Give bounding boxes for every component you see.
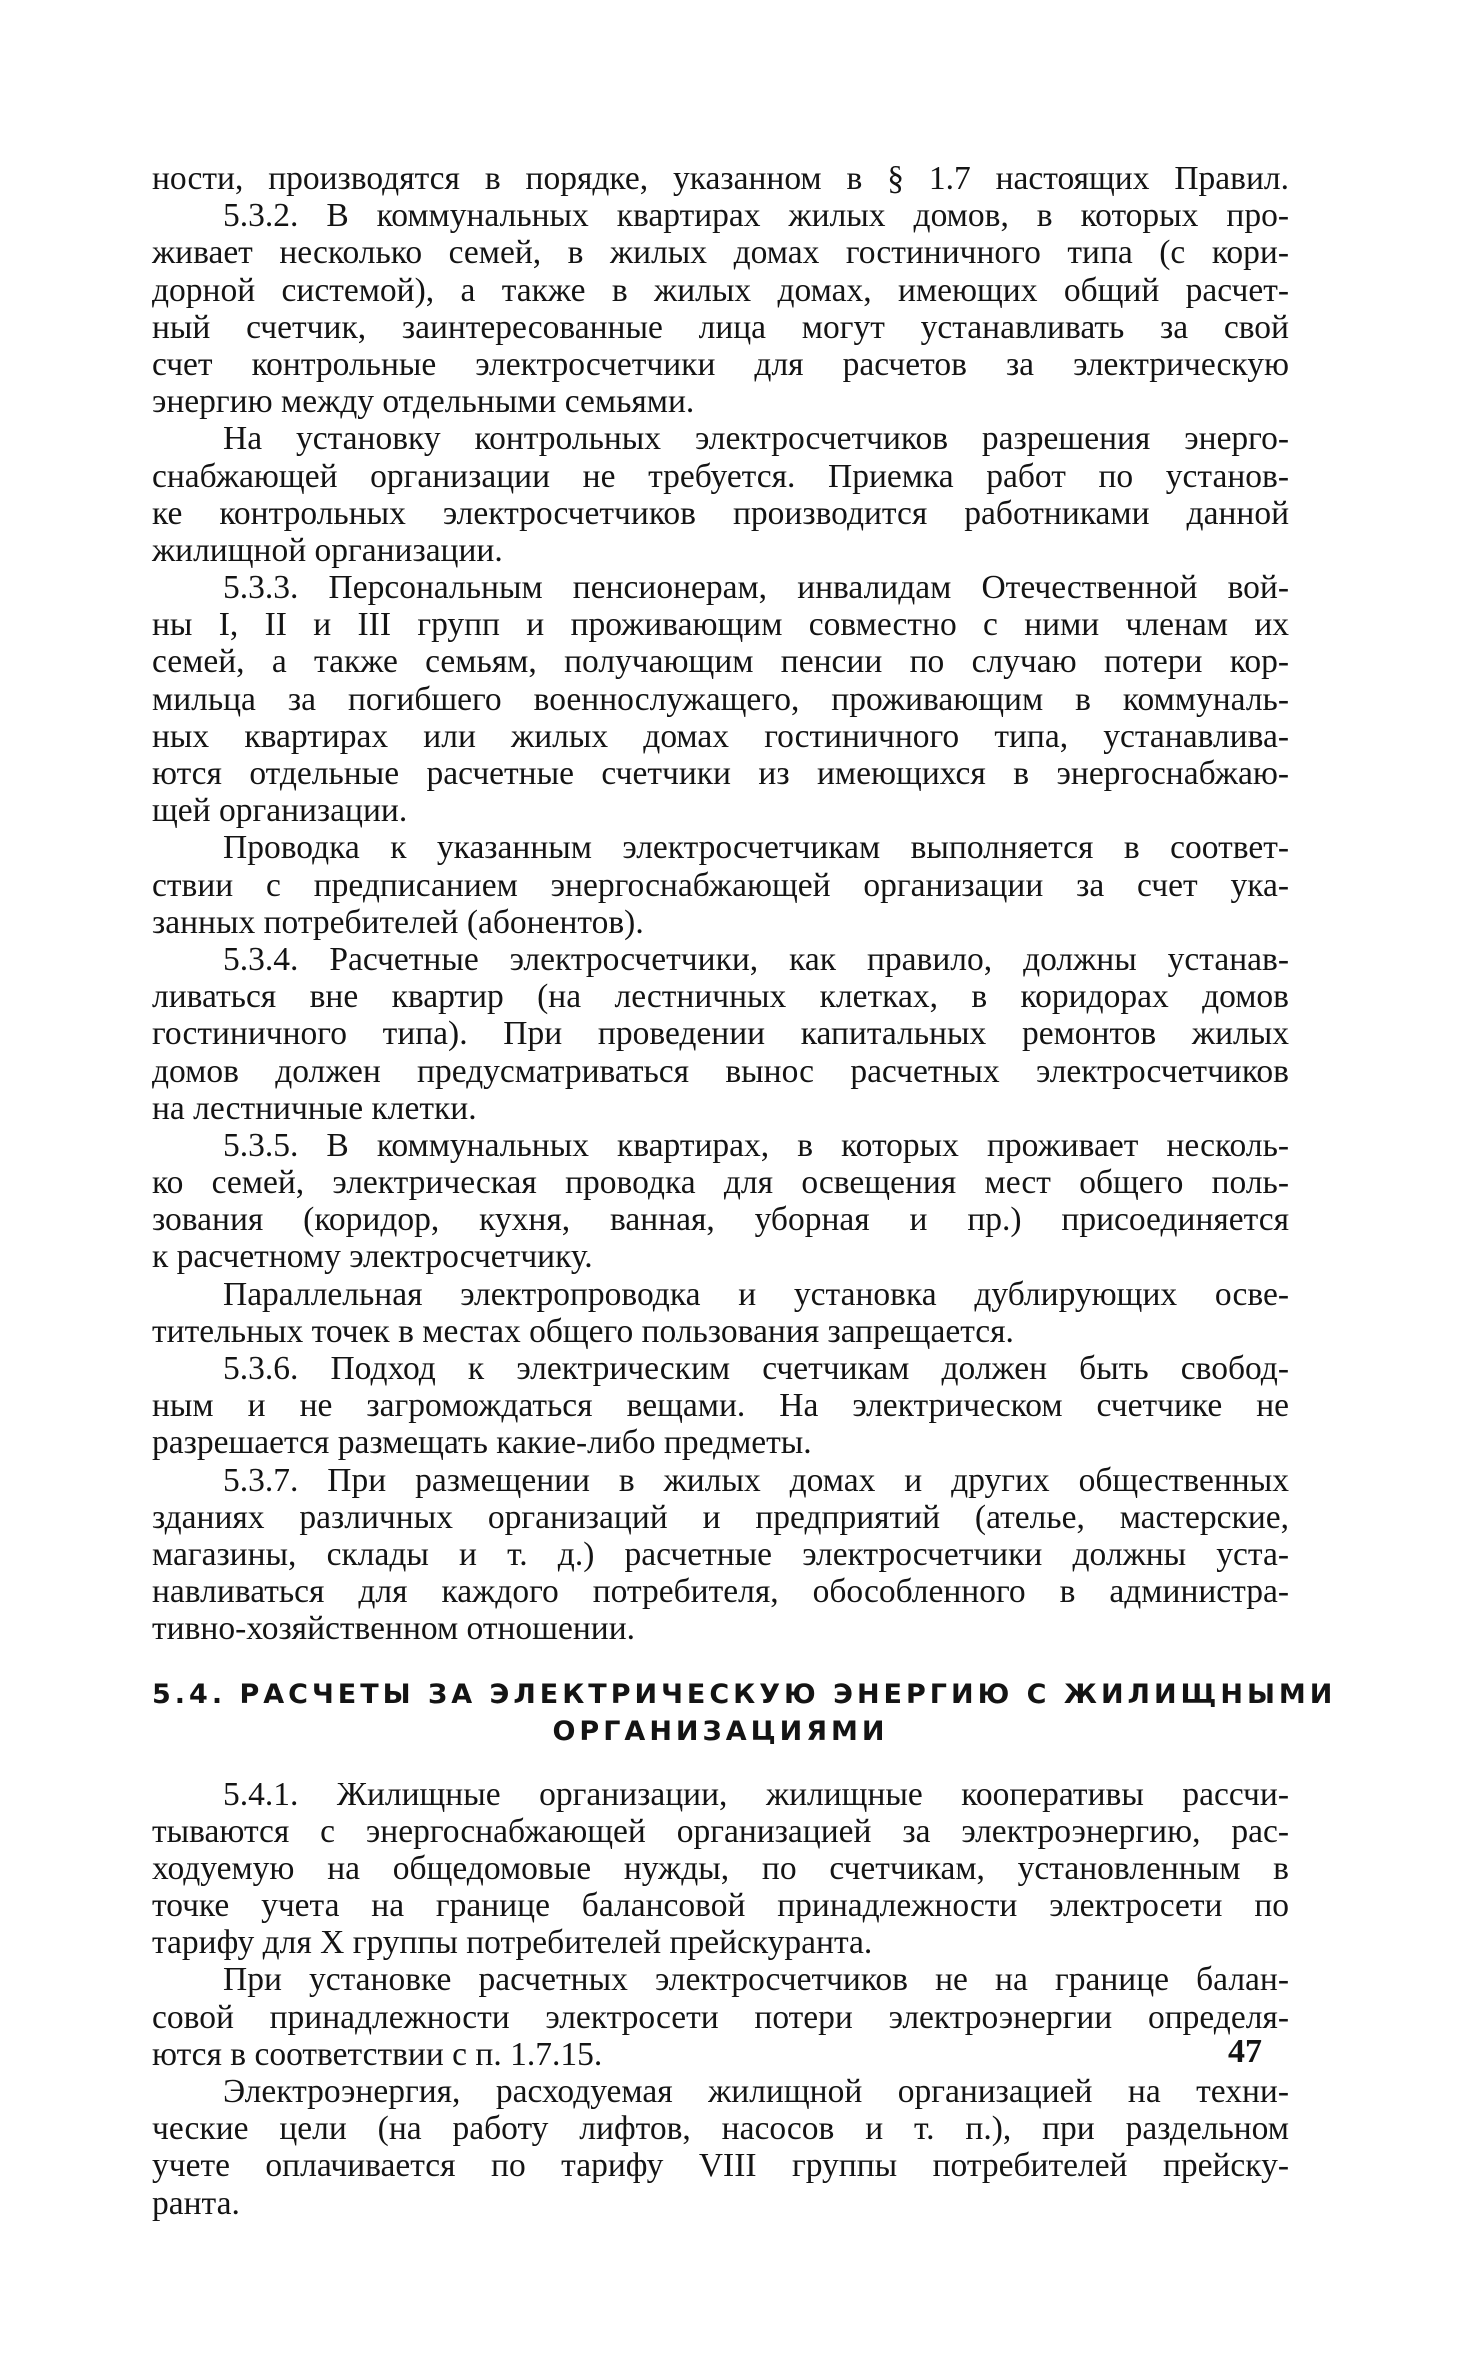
text-line: ны I, II и III групп и проживающим совместно с ними членам их	[152, 606, 1289, 644]
text-line: ных квартирах или жилых домах гостиничного типа, устанавлива-	[152, 717, 1289, 755]
text-line: щей организации.	[152, 792, 408, 830]
paragraph-5-3-6: 5.3.6. Подход к электрическим счетчикам должен быть свобод-	[223, 1350, 1289, 1387]
text-line: ко семей, электрическая проводка для освещения мест общего поль-	[152, 1164, 1289, 1202]
section-heading	[152, 1676, 1337, 1750]
paragraph-5-3-3: 5.3.3. Персональным пенсионерам, инвалидам Отечественной вой-	[223, 569, 1289, 607]
paragraph-5-3-7: 5.3.7. При размещении в жилых домах и других общественных	[223, 1461, 1289, 1499]
section-heading-line-2: ОРГАНИЗАЦИЯМИ	[552, 1715, 889, 1747]
text-line: зования (коридор, кухня, ванная, уборная и пр.) присоединяется	[152, 1201, 1289, 1239]
section-5-4-body	[152, 1776, 1289, 2222]
text-line: зданиях различных организаций и предприятий (ателье, мастерские,	[152, 1498, 1289, 1536]
paragraph-start: При установке расчетных электросчетчиков не на границе балан-	[223, 1961, 1289, 1999]
text-line: магазины, склады и т. д.) расчетные электросчетчики должны уста-	[152, 1535, 1289, 1573]
text-line: живает несколько семей, в жилых домах гостиничного типа (с кори-	[152, 234, 1289, 272]
paragraph-5-4-1: 5.4.1. Жилищные организации, жилищные кооперативы рассчи-	[223, 1775, 1289, 1813]
paragraph-start: Электроэнергия, расходуемая жилищной организацией на техни-	[223, 2073, 1289, 2110]
text-line: ствии с предписанием энергоснабжающей организации за счет ука-	[152, 866, 1289, 904]
text-line: гостиничного типа). При проведении капитальных ремонтов жилых	[152, 1015, 1289, 1053]
text-line: ются отдельные расчетные счетчики из имеющихся в энергоснабжаю-	[152, 755, 1289, 792]
text-line: счет контрольные электросчетчики для расчетов за электрическую	[152, 345, 1289, 383]
paragraph-start: На установку контрольных электросчетчиков разрешения энерго-	[223, 420, 1289, 458]
text-line: жилищной организации.	[152, 531, 503, 569]
paragraph-5-3-2: 5.3.2. В коммунальных квартирах жилых домов, в которых про-	[223, 197, 1289, 235]
page-number: 47	[1228, 2033, 1262, 2070]
paragraph-start: Проводка к указанным электросчетчикам выполняется в соответ-	[223, 829, 1289, 867]
text-line: ности, производятся в порядке, указанном в § 1.7 настоящих Правил.	[152, 160, 1289, 197]
text-line: к расчетному электросчетчику.	[152, 1238, 593, 1276]
text-line: ранта.	[152, 2184, 240, 2222]
text-line: тываются с энергоснабжающей организацией за электроэнергию, рас-	[152, 1812, 1289, 1850]
text-line: тительных точек в местах общего пользования запрещается.	[152, 1312, 1014, 1350]
text-line: на лестничные клетки.	[152, 1089, 477, 1127]
text-line: ходуемую на общедомовые нужды, по счетчикам, установленным в	[152, 1849, 1289, 1887]
paragraph-5-3-4: 5.3.4. Расчетные электросчетчики, как правило, должны устанав-	[223, 940, 1289, 978]
text-line: занных потребителей (абонентов).	[152, 903, 644, 941]
text-line: совой принадлежности электросети потери электроэнергии определя-	[152, 1998, 1289, 2036]
text-line: навливаться для каждого потребителя, обособленного в администра-	[152, 1573, 1289, 1611]
text-line: мильца за погибшего военнослужащего, проживающим в коммуналь-	[152, 680, 1289, 718]
text-line: снабжающей организации не требуется. Приемка работ по установ-	[152, 457, 1289, 495]
section-heading-line-1: 5.4. РАСЧЕТЫ ЗА ЭЛЕКТРИЧЕСКУЮ ЭНЕРГИЮ С ЖИЛИЩНЫМИ	[152, 1678, 1337, 1710]
text-line: разрешается размещать какие-либо предметы.	[152, 1424, 812, 1462]
text-line: учете оплачивается по тарифу VIII группы потребителей прейску-	[152, 2147, 1289, 2185]
paragraph-start: Параллельная электропроводка и установка дублирующих осве-	[223, 1275, 1289, 1313]
text-line: ным и не загромождаться вещами. На электрическом счетчике не	[152, 1387, 1289, 1425]
text-line: ке контрольных электросчетчиков производится работниками данной	[152, 494, 1289, 532]
text-line: дорной системой), а также в жилых домах, имеющих общий расчет-	[152, 271, 1289, 309]
text-line: тарифу для X группы потребителей прейскуранта.	[152, 1924, 873, 1962]
text-line: ческие цели (на работу лифтов, насосов и т. п.), при раздельном	[152, 2110, 1289, 2148]
text-line: точке учета на границе балансовой принадлежности электросети по	[152, 1887, 1289, 1925]
text-line: тивно-хозяйственном отношении.	[152, 1610, 636, 1648]
text-line: ный счетчик, заинтересованные лица могут устанавливать за свой	[152, 308, 1289, 346]
section-5-3-body	[152, 160, 1289, 1648]
text-line: энергию между отдельными семьями.	[152, 383, 695, 421]
paragraph-5-3-5: 5.3.5. В коммунальных квартирах, в которых проживает несколь-	[223, 1126, 1289, 1164]
text-line: ются в соответствии с п. 1.7.15.	[152, 2035, 603, 2073]
text-line: домов должен предусматриваться вынос расчетных электросчетчиков	[152, 1052, 1289, 1090]
text-line: ливаться вне квартир (на лестничных клетках, в коридорах домов	[152, 978, 1289, 1016]
page-text	[152, 160, 1337, 2222]
text-line: семей, а также семьям, получающим пенсии по случаю потери кор-	[152, 643, 1289, 681]
